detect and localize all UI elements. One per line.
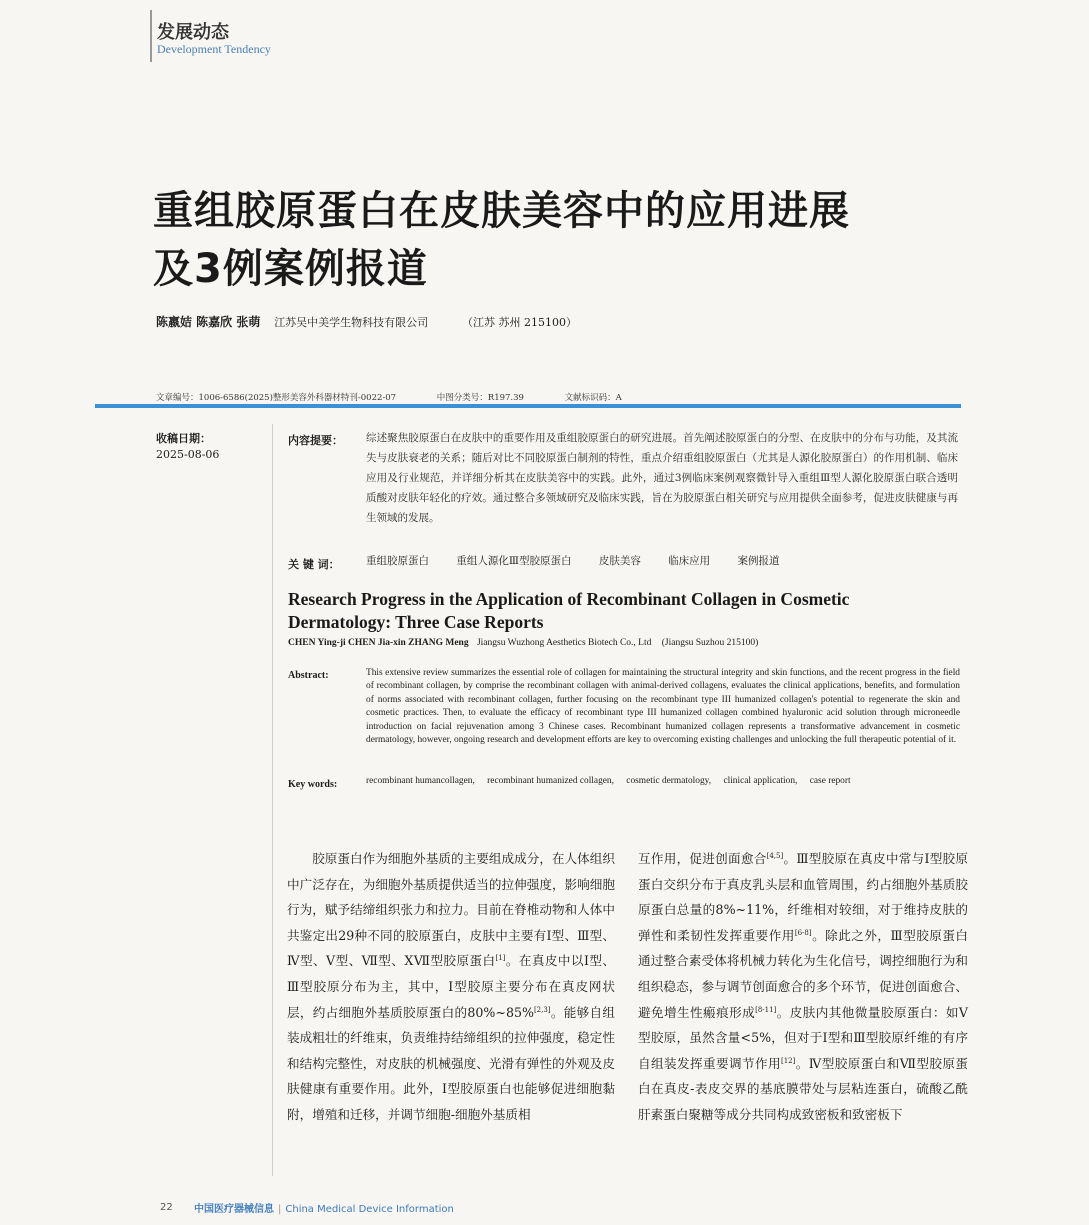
body-text: 。除此之外，Ⅲ型胶原蛋白通过整合素受体将机械力转化为生化信号，调控细胞行为和组织稳态，参与调节创面愈合的多个环节，促进创面愈合、避免增生性瘢痕形成 — [638, 927, 968, 1020]
abstract-en-label: Abstract: — [288, 670, 329, 681]
location-en: (Jiangsu Suzhou 215100) — [661, 638, 759, 648]
keyword-zh: 皮肤美容 — [598, 555, 641, 567]
article-title-en-line2: Dermatology: Three Case Reports — [288, 612, 544, 632]
journal-name-zh: 中国医疗器械信息 — [194, 1204, 274, 1215]
citation: [1] — [495, 954, 506, 963]
location-zh: （江苏 苏州 215100） — [462, 316, 577, 329]
keywords-en-label: Key words: — [288, 779, 338, 790]
keyword-en: clinical application, — [723, 776, 798, 786]
received-date-label: 收稿日期： — [156, 432, 211, 445]
received-date: 2025-08-06 — [156, 448, 220, 461]
section-title-zh: 发展动态 — [157, 22, 229, 43]
affiliation-en: Jiangsu Wuzhong Aesthetics Biotech Co., Ltd — [476, 638, 652, 648]
body-text: 。能够自组装成粗壮的纤维束，负责维持结缔组织的拉伸强度，稳定性和结构完整性，对皮肤的机械强度、光滑有弹性的外观及皮肤健康有重要作用。此外，Ⅰ型胶原蛋白也能够促进细胞黏附，增殖和迁移，并调节细胞-细胞外基质相 — [287, 1004, 615, 1122]
body-text: 。Ⅳ型胶原蛋白和Ⅶ型胶原蛋白在真皮-表皮交界的基底膜带处与层粘连蛋白，硫酸乙酰肝素蛋白聚糖等成分共同构成致密板和致密板下 — [638, 1055, 969, 1122]
article-title-en-line1: Research Progress in the Application of Recombinant Collagen in Cosmetic — [288, 589, 850, 609]
keyword-zh: 重组人源化Ⅲ型胶原蛋白 — [456, 555, 572, 567]
citation: [6-8] — [794, 928, 812, 937]
body-text: 。Ⅲ型胶原在真皮中常与Ⅰ型胶原蛋白交织分布于真皮乳头层和血管周围，约占细胞外基质胶原蛋白总量的8%~11%，纤维相对较细，对于维持皮肤的弹性和柔韧性发挥重要作用 — [638, 851, 969, 943]
footer-journal — [194, 1200, 454, 1215]
article-metadata — [156, 391, 660, 403]
citation: [2,3] — [533, 1005, 551, 1014]
affiliation-zh: 江苏吴中美学生物科技有限公司 — [274, 316, 429, 329]
authors-en: CHEN Ying-ji CHEN Jia-xin ZHANG Meng — [288, 638, 469, 648]
body-text: 。在真皮中以Ⅰ型、Ⅲ型胶原分布为主，其中，Ⅰ型胶原主要分布在真皮网状层，约占细胞外基质胶原蛋白的80%~85% — [287, 953, 615, 1020]
header-rule — [95, 404, 961, 408]
article-number: 文章编号：1006-6586(2025)整形美容外科器材特刊-0022-07 — [156, 393, 397, 403]
authors-line-en — [288, 638, 758, 648]
keyword-en: recombinant humanized collagen, — [487, 776, 614, 786]
article-title-zh-line2: 及3例案例报道 — [153, 246, 428, 292]
document-code: 文献标识码：A — [564, 393, 622, 403]
keyword-zh: 案例报道 — [737, 555, 780, 567]
keywords-zh-label: 关 键 词： — [288, 558, 340, 571]
article-title-en — [288, 588, 968, 634]
keyword-en: cosmetic dermatology, — [626, 776, 712, 786]
keywords-en — [366, 776, 861, 786]
body-text: 互作用，促进创面愈合 — [638, 851, 767, 866]
section-divider — [150, 10, 152, 62]
body-column-1 — [287, 846, 615, 1128]
citation: [12] — [781, 1056, 796, 1065]
page-number: 22 — [160, 1202, 173, 1213]
body-column-2 — [638, 846, 968, 1128]
keywords-zh — [366, 553, 804, 568]
authors-zh: 陈嬴姞 陈嘉欣 张萌 — [156, 315, 261, 329]
footer-separator: | — [278, 1204, 282, 1215]
article-title-zh — [153, 182, 973, 298]
authors-line-zh — [156, 313, 577, 330]
abstract-zh-label: 内容提要： — [288, 434, 343, 447]
keyword-en: case report — [809, 776, 851, 786]
abstract-en: This extensive review summarizes the essential role of collagen for maintaining the structural integrity and skin functions, and the recent progress in the field of recombinant collagen, by comprise the recombinant collagen with animal-derived collagens, evaluates the clinical applications, benefits, and formulation of norms associated with recombinant collagen, further focusing on the recombinant type III humanized collagen's potential to regenerate the skin and cosmetic practices. Then, to evaluate the efficacy of recombinant type III humanized collagen combined hyaluronic acid solution through microneedle introduction on facial rejuvenation among 3 Chinese cases. Recombinant humanized collagen represents a transformative advancement in cosmetic dermatology, however, ongoing research and development efforts are key to overcoming existing challenges and unlocking the full therapeutic potential of it. — [366, 668, 960, 746]
column-divider — [272, 424, 273, 1176]
body-text: 。皮肤内其他微量胶原蛋白：如Ⅴ型胶原，虽然含量<5%，但对于Ⅰ型和Ⅲ型胶原纤维的有序自组装发挥重要调节作用 — [638, 1004, 968, 1071]
citation: [8-11] — [755, 1005, 777, 1014]
keyword-en: recombinant humancollagen, — [366, 776, 475, 786]
classification-number: 中图分类号：R197.39 — [436, 393, 524, 403]
keyword-zh: 重组胶原蛋白 — [366, 555, 429, 567]
citation: [4,5] — [766, 851, 784, 860]
abstract-zh: 综述聚焦胶原蛋白在皮肤中的重要作用及重组胶原蛋白的研究进展。首先阐述胶原蛋白的分型、在皮肤中的分布与功能，及其流失与皮肤衰老的关系；随后对比不同胶原蛋白制剂的特性，重点介绍重组胶原蛋白（尤其是人源化胶原蛋白）的作用机制、临床应用及行业规范，并详细分析其在皮肤美容中的实践。此外，通过3例临床案例观察微针导入重组Ⅲ型人源化胶原蛋白联合透明质酸对皮肤年轻化的疗效。通过整合多领域研究及临床实践，旨在为胶原蛋白相关研究与应用提供全面参考，促进皮肤健康与再生领域的发展。 — [366, 432, 958, 524]
keyword-zh: 临床应用 — [668, 555, 711, 567]
article-title-zh-line1: 重组胶原蛋白在皮肤美容中的应用进展 — [153, 188, 850, 234]
journal-name-en: China Medical Device Information — [285, 1204, 454, 1215]
body-text: 胶原蛋白作为细胞外基质的主要组成成分，在人体组织中广泛存在，为细胞外基质提供适当的拉伸强度，影响细胞行为，赋予结缔组织张力和拉力。目前在脊椎动物和人体中共鉴定出29种不同的胶原蛋白，皮肤中主要有Ⅰ型、Ⅲ型、Ⅳ型、Ⅴ型、Ⅶ型、ⅩⅦ型胶原蛋白 — [287, 851, 615, 969]
section-title-en: Development Tendency — [157, 42, 271, 56]
